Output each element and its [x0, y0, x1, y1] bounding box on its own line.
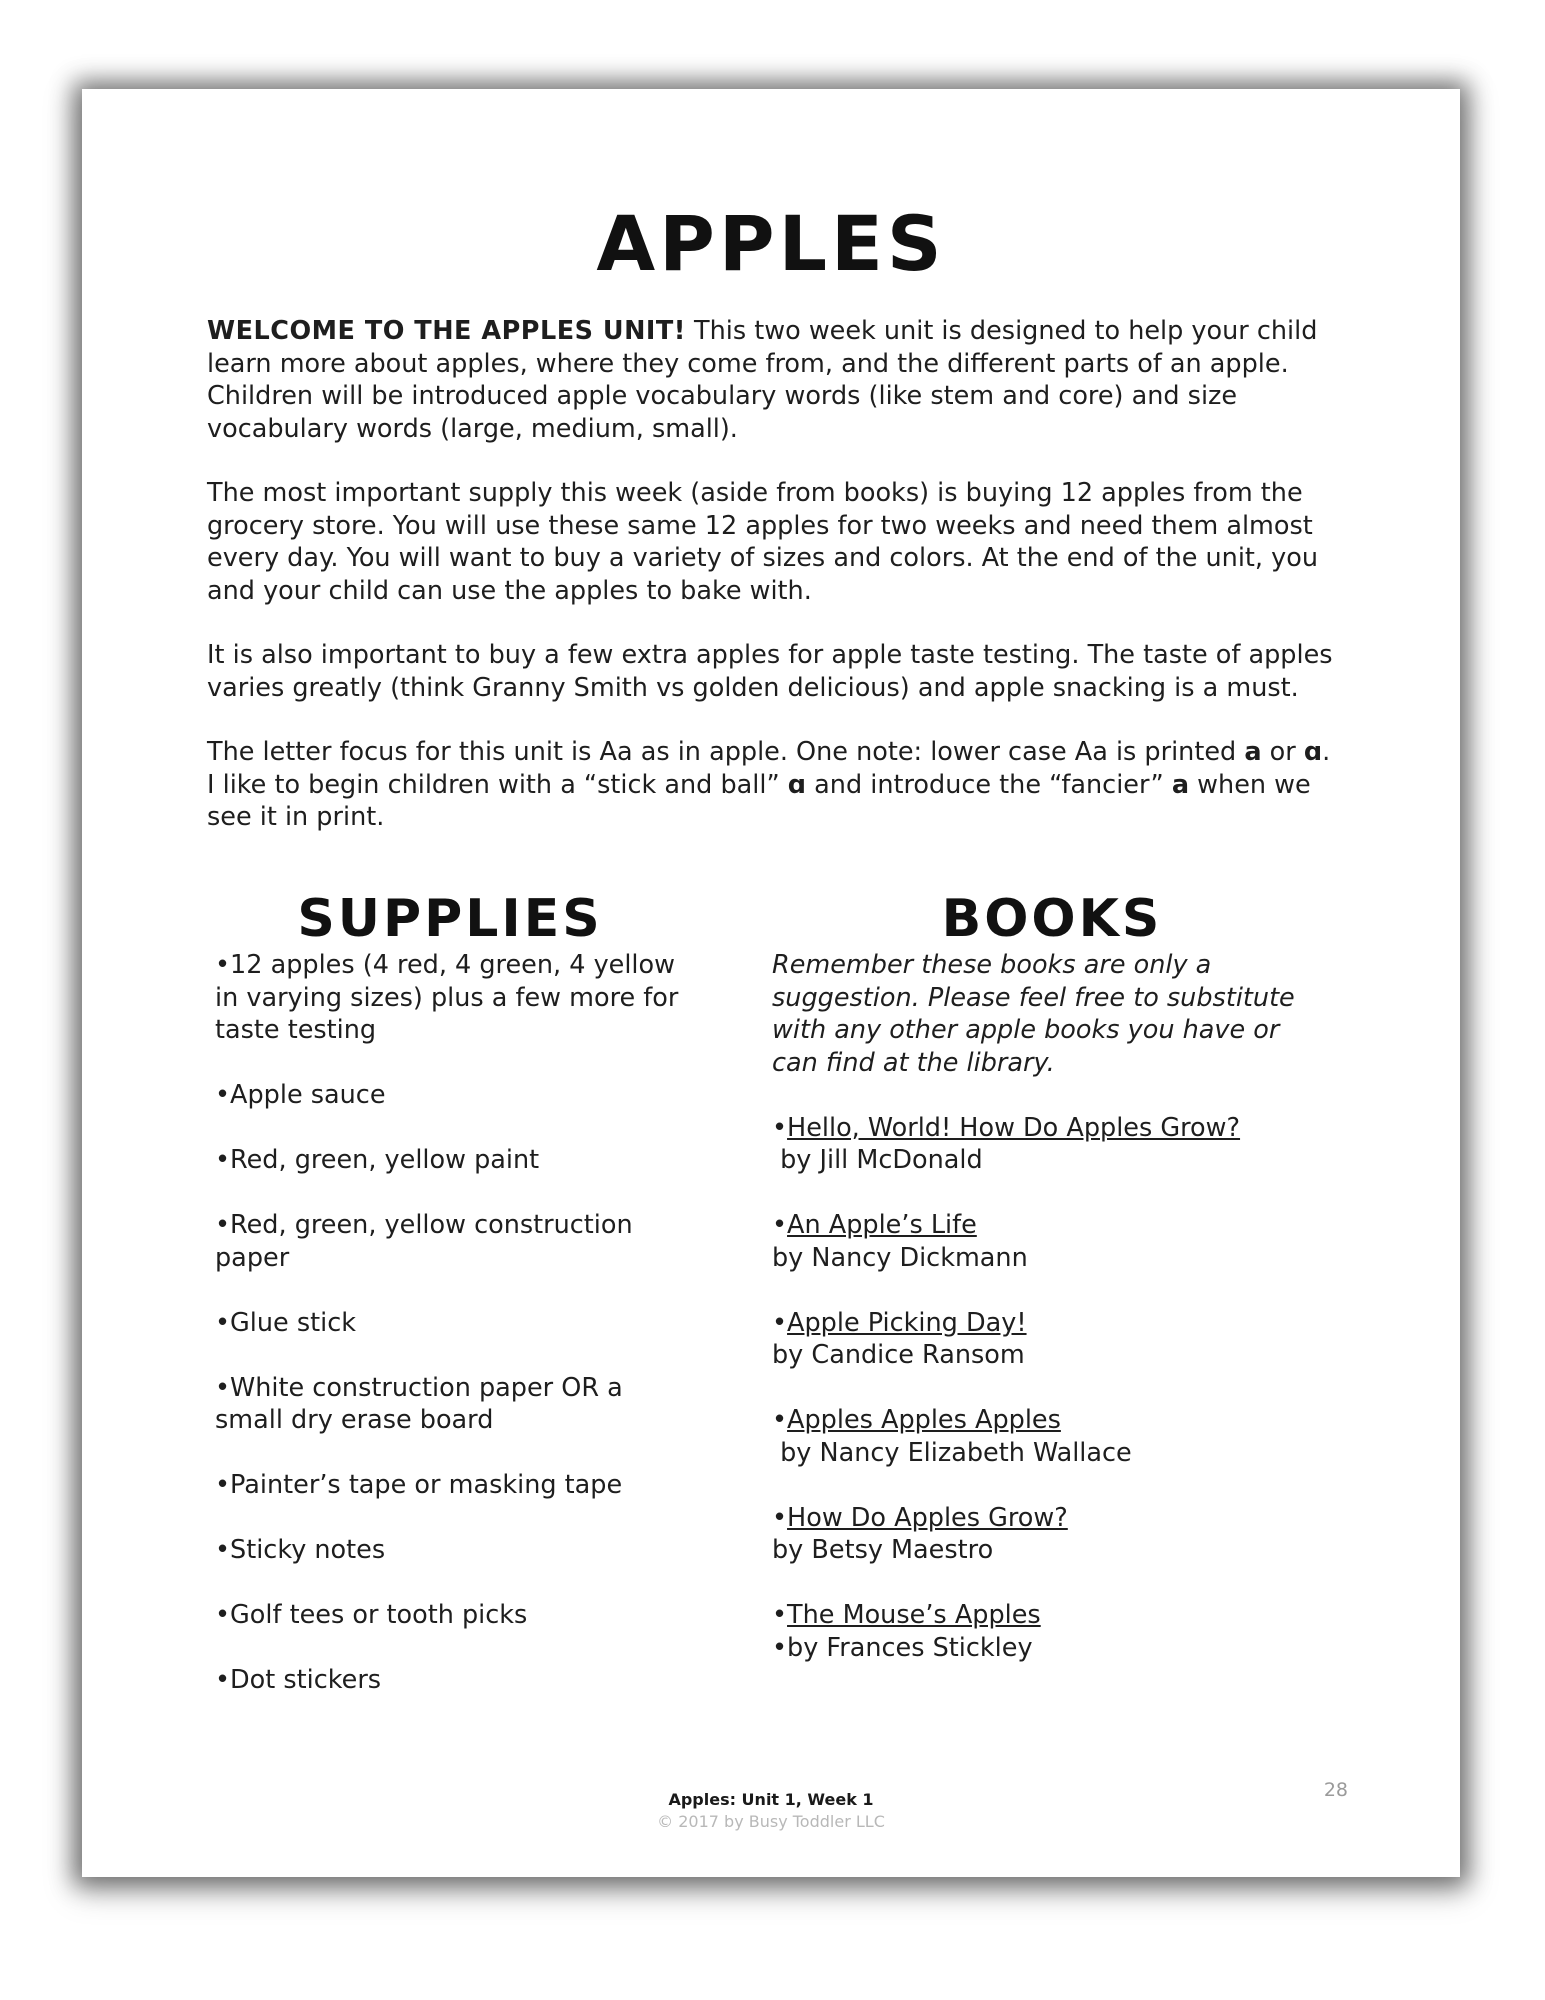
supply-item: •Golf tees or tooth picks: [215, 1600, 528, 1630]
supply-item: •Dot stickers: [215, 1665, 382, 1695]
book-entry: [772, 1209, 1332, 1274]
bullet-icon: •: [772, 1112, 788, 1143]
p4-text-d: and introduce the “fancier”: [806, 769, 1172, 800]
p4-letter-stick-ball: ɑ: [787, 769, 807, 800]
book-entry: [772, 1502, 1332, 1567]
supply-item: •Glue stick: [215, 1307, 356, 1338]
book-title-line: [772, 1209, 1332, 1242]
intro-paragraph-3: It is also important to buy a few extra apples for apple taste testing. The taste of apples varies greatly (think Granny Smith vs golden delicious) and apple snacking is a must.: [207, 640, 1333, 703]
bullet-icon: •: [772, 1600, 788, 1630]
supply-item: •Apple sauce: [215, 1080, 386, 1110]
footer-unit-label: Apples: Unit 1, Week 1: [668, 1790, 874, 1809]
books-section: [772, 889, 1332, 1697]
book-title: Hello, World! How Do Apples Grow?: [787, 1112, 1241, 1143]
book-title: The Mouse’s Apples: [787, 1600, 1041, 1630]
supply-item: •Sticky notes: [215, 1535, 386, 1565]
page-footer: [82, 1789, 1460, 1833]
book-entry: [772, 1112, 1332, 1177]
book-title: Apple Picking Day!: [787, 1307, 1027, 1338]
bullet-icon: •: [772, 1307, 788, 1338]
book-author: •by Frances Stickley: [772, 1632, 1033, 1663]
books-heading: BOOKS: [941, 889, 1163, 949]
book-author: by Candice Ransom: [772, 1340, 1025, 1370]
supply-item: •Red, green, yellow paint: [215, 1145, 540, 1175]
bullet-icon: •: [772, 1210, 788, 1240]
books-note: Remember these books are only a suggestion. Please feel free to substitute with any other apple books you have or can find at the library.: [772, 950, 1295, 1078]
book-title-line: [772, 1112, 1332, 1145]
page-title: APPLES: [596, 199, 946, 288]
p4-text-a: The letter focus for this unit is Aa as in apple. One note: lower case Aa is printed: [207, 737, 1245, 767]
intro-p1-text: This two week unit is designed to help your child learn more about apples, where they come from, and the different parts of an apple. Children will be introduced apple vocabulary words (like stem and core) and size vocabulary words (large, medium, small).: [207, 316, 1318, 444]
supply-item: •Painter’s tape or masking tape: [215, 1470, 623, 1500]
intro-paragraph-1: [207, 315, 1337, 445]
p4-text-e: when we see it in print.: [207, 769, 1311, 832]
book-title-line: [772, 1502, 1332, 1535]
book-title-line: [772, 1307, 1332, 1340]
book-entry: [772, 1404, 1332, 1469]
intro-paragraph-4: [207, 736, 1337, 834]
p4-text-b: or: [1261, 737, 1304, 767]
book-title-line: [772, 1599, 1332, 1632]
intro-section: [207, 315, 1337, 866]
document-page: [82, 89, 1460, 1877]
supply-item: •White construction paper OR a small dry erase board: [215, 1372, 623, 1435]
bullet-icon: •: [772, 1405, 788, 1435]
supply-item: •Red, green, yellow construction paper: [215, 1210, 633, 1273]
intro-lead: WELCOME TO THE APPLES UNIT!: [207, 316, 686, 346]
p4-letter-a: a: [1244, 737, 1262, 767]
book-entry: [772, 1599, 1332, 1664]
footer-copyright: © 2017 by Busy Toddler LLC: [657, 1812, 885, 1831]
p4-text-c: . I like to begin children with a “stick and ball”: [207, 737, 1331, 800]
p4-letter-fancy: a: [1171, 769, 1190, 800]
book-author: by Nancy Elizabeth Wallace: [772, 1437, 1132, 1468]
intro-paragraph-2: The most important supply this week (aside from books) is buying 12 apples from the grocery store. You will use these same 12 apples for two weeks and need them almost every day. You will want to buy a variety of sizes and colors. At the end of the unit, you and your child can use the apples to bake with.: [207, 478, 1318, 606]
supplies-heading: SUPPLIES: [297, 889, 603, 949]
page-number: 28: [1323, 1779, 1348, 1801]
book-title: An Apple’s Life: [787, 1210, 977, 1240]
supply-item: •12 apples (4 red, 4 green, 4 yellow in varying sizes) plus a few more for taste testing: [215, 950, 679, 1045]
bullet-icon: •: [772, 1502, 788, 1533]
book-author: by Jill McDonald: [772, 1145, 983, 1175]
p4-letter-alpha: ɑ: [1303, 737, 1323, 767]
supplies-section: [215, 889, 695, 1729]
book-entry: [772, 1307, 1332, 1372]
book-author: by Nancy Dickmann: [772, 1242, 1028, 1273]
book-title-line: [772, 1404, 1332, 1437]
book-author: by Betsy Maestro: [772, 1535, 994, 1565]
book-title: Apples Apples Apples: [787, 1405, 1061, 1435]
supplies-list: [215, 949, 695, 1697]
book-title: How Do Apples Grow?: [787, 1502, 1068, 1533]
